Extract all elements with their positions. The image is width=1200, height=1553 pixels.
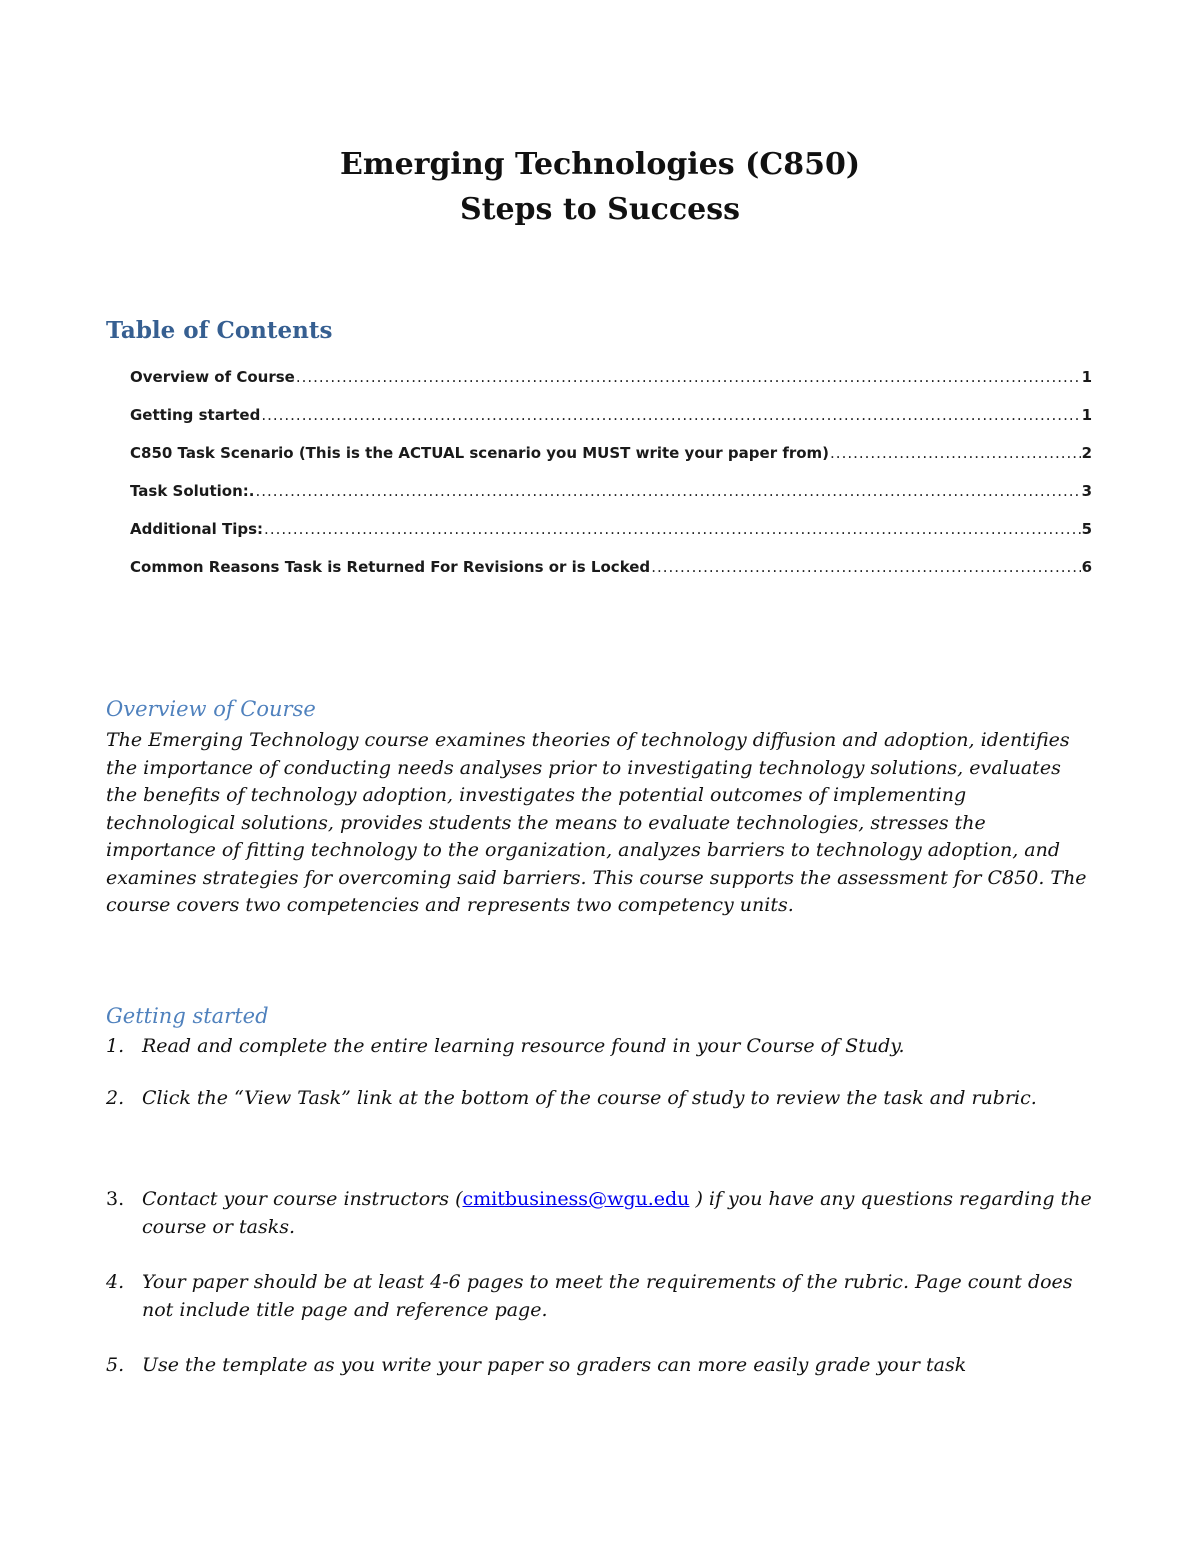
toc-entry-label: Overview of Course — [130, 368, 295, 386]
toc-entry-common-reasons[interactable] — [130, 558, 1092, 596]
toc-entry-label: Common Reasons Task is Returned For Revisions or is Locked — [130, 558, 651, 576]
instructor-email-link[interactable]: cmitbusiness@wgu.edu — [462, 1188, 690, 1210]
step-text: Use the template as you write your paper so graders can more easily grade your task — [142, 1354, 967, 1376]
step-item — [106, 1084, 1096, 1112]
toc-leader-dots — [261, 406, 1080, 424]
step-item — [106, 1032, 1096, 1060]
toc-entry-task-solution[interactable] — [130, 482, 1092, 520]
toc-leader-dots — [830, 444, 1081, 462]
overview-paragraph: The Emerging Technology course examines theories of technology diffusion and adoption, identifies the importance of conducting needs analyses prior to investigating technology solutions, evaluates the benefits of technology adoption, investigates the potential outcomes of implementing technological solutions, provides students the means to evaluate technologies, stresses the importance of fitting technology to the organization, analyzes barriers to technology adoption, and examines strategies for overcoming said barriers. This course supports the assessment for C850. The course covers two competencies and represents two competency units. — [106, 729, 1087, 916]
step-number: 3. — [106, 1188, 125, 1210]
step-text: Your paper should be at least 4-6 pages to meet the requirements of the rubric. Page count does not include title page and reference page. — [142, 1271, 1073, 1321]
step-number: 5. — [106, 1354, 125, 1376]
overview-heading: Overview of Course — [106, 697, 316, 721]
toc-entry-page: 6 — [1081, 558, 1092, 576]
toc-entry-label: Additional Tips: — [130, 520, 264, 538]
toc-leader-dots — [296, 368, 1081, 386]
step-item — [106, 1268, 1096, 1324]
step-text: Read and complete the entire learning resource found in your Course of Study. — [142, 1035, 905, 1057]
step-text: Click the “View Task” link at the bottom of the course of study to review the task and rubric. — [142, 1087, 1037, 1109]
toc-leader-dots — [651, 558, 1080, 576]
toc-entry-page: 1 — [1081, 406, 1092, 424]
toc-entry-page: 1 — [1081, 368, 1092, 386]
table-of-contents — [130, 368, 1092, 596]
toc-entry-page: 5 — [1081, 520, 1092, 538]
getting-started-heading: Getting started — [106, 1004, 269, 1028]
step-item — [106, 1185, 1096, 1241]
step-text-before: Contact your course instructors ( — [142, 1188, 463, 1210]
toc-entry-getting-started[interactable] — [130, 406, 1092, 444]
toc-entry-label: C850 Task Scenario (This is the ACTUAL scenario you MUST write your paper from) — [130, 444, 830, 462]
toc-leader-dots — [264, 520, 1081, 538]
step-item — [106, 1351, 1096, 1379]
toc-entry-page: 2 — [1081, 444, 1092, 462]
toc-entry-page: 3 — [1081, 482, 1092, 500]
toc-heading: Table of Contents — [106, 317, 333, 344]
step-number: 2. — [106, 1087, 125, 1109]
toc-entry-overview[interactable] — [130, 368, 1092, 406]
toc-entry-label: Task Solution:. — [130, 482, 255, 500]
document-title: Emerging Technologies (C850) — [339, 147, 861, 182]
document-subtitle: Steps to Success — [459, 192, 741, 227]
step-number: 4. — [106, 1271, 125, 1293]
toc-entry-label: Getting started — [130, 406, 261, 424]
toc-entry-task-scenario[interactable] — [130, 444, 1092, 482]
toc-entry-additional-tips[interactable] — [130, 520, 1092, 558]
step-number: 1. — [106, 1035, 125, 1057]
step-text-after: ) if you have any questions regarding the course or tasks. — [142, 1188, 1092, 1238]
step-text — [142, 1185, 1096, 1241]
toc-leader-dots — [255, 482, 1080, 500]
